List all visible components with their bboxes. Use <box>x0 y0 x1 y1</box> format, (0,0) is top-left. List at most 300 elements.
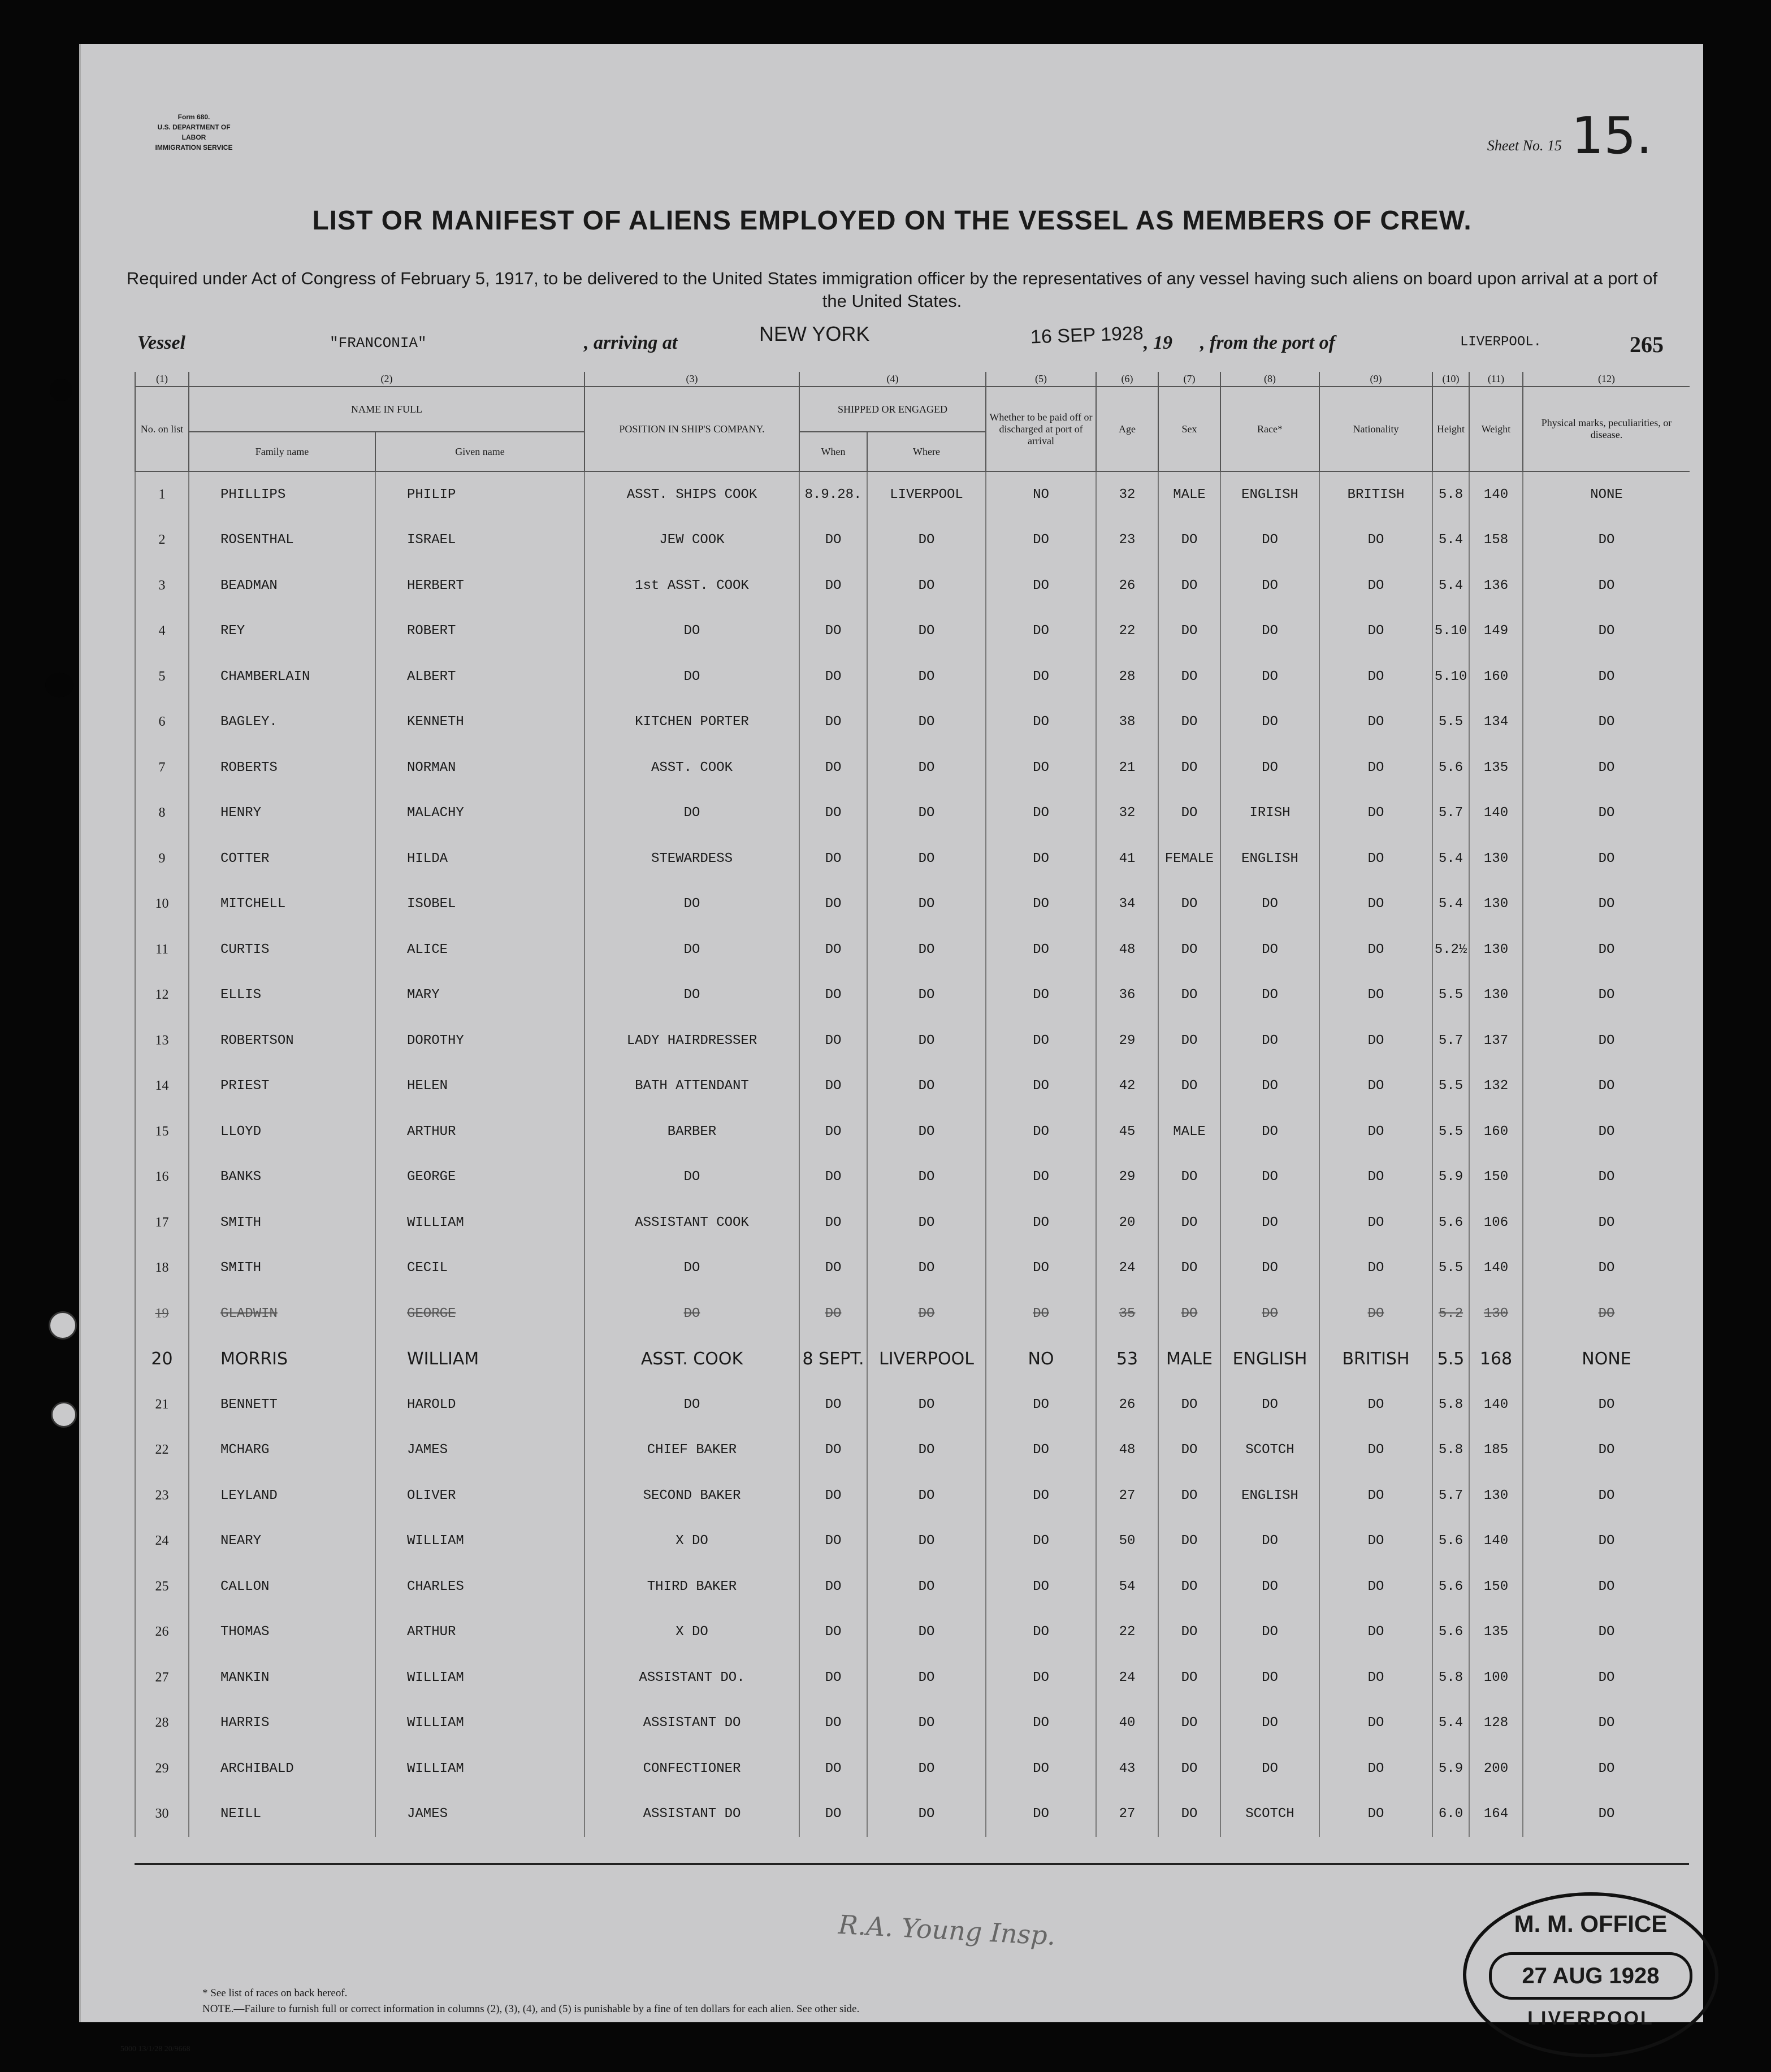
cell-weight: 150 <box>1469 1564 1523 1610</box>
cell-race: DO <box>1220 973 1319 1018</box>
col-number-3: (3) <box>584 372 799 387</box>
cell-given: MARY <box>375 973 584 1018</box>
table-row <box>135 518 1690 563</box>
vessel-line <box>137 322 1669 361</box>
cell-weight: 130 <box>1469 1473 1523 1519</box>
col-number-11: (11) <box>1469 372 1523 387</box>
cell-where: DO <box>867 1564 986 1610</box>
cell-given: WILLIAM <box>375 1337 584 1382</box>
column-group-row <box>135 387 1690 432</box>
cell-height: 5.7 <box>1432 1473 1469 1519</box>
cell-height: 5.4 <box>1432 1701 1469 1746</box>
cell-nationality: DO <box>1319 1382 1432 1428</box>
cell-when: DO <box>799 1655 867 1701</box>
crew-rows <box>135 471 1690 1837</box>
cell-when: DO <box>799 1109 867 1155</box>
cell-height: 5.5 <box>1432 1109 1469 1155</box>
table-row <box>135 791 1690 836</box>
header-given-name: Given name <box>375 432 584 471</box>
cell-age: 32 <box>1096 791 1158 836</box>
cell-family: MORRIS <box>189 1337 375 1382</box>
cell-given: CECIL <box>375 1246 584 1291</box>
cell-age: 27 <box>1096 1473 1158 1519</box>
cell-no: 10 <box>135 882 189 927</box>
cell-marks: DO <box>1523 791 1690 836</box>
cell-sex: DO <box>1158 973 1220 1018</box>
cell-no: 6 <box>135 700 189 745</box>
cell-race: SCOTCH <box>1220 1428 1319 1473</box>
cell-marks: DO <box>1523 882 1690 927</box>
table-row <box>135 1792 1690 1837</box>
cell-no: 16 <box>135 1155 189 1200</box>
sheet-number-value: 15 <box>1547 137 1562 154</box>
cell-sex: DO <box>1158 1291 1220 1337</box>
cell-given: HAROLD <box>375 1382 584 1428</box>
cell-no: 9 <box>135 836 189 882</box>
cell-position: ASST. COOK <box>584 1337 799 1382</box>
cell-nationality: DO <box>1319 1473 1432 1519</box>
col-number-6: (6) <box>1096 372 1158 387</box>
cell-where: DO <box>867 1746 986 1792</box>
cell-paid: NO <box>986 1337 1096 1382</box>
table-row <box>135 1519 1690 1564</box>
cell-height: 5.10 <box>1432 654 1469 700</box>
footnote <box>202 1986 859 2017</box>
cell-when: DO <box>799 1519 867 1564</box>
office-stamp <box>1463 1892 1718 2057</box>
col-number-8: (8) <box>1220 372 1319 387</box>
cell-nationality: DO <box>1319 1610 1432 1655</box>
cell-height: 5.4 <box>1432 836 1469 882</box>
arrival-date-stamp: 16 SEP 1928 <box>1030 322 1144 348</box>
cell-height: 5.6 <box>1432 1200 1469 1246</box>
cell-nationality: DO <box>1319 1064 1432 1109</box>
cell-marks: DO <box>1523 1291 1690 1337</box>
cell-given: HELEN <box>375 1064 584 1109</box>
cell-height: 5.6 <box>1432 745 1469 791</box>
cell-sex: FEMALE <box>1158 836 1220 882</box>
cell-when: DO <box>799 745 867 791</box>
year-label: , 19 <box>1144 332 1172 353</box>
cell-nationality: DO <box>1319 882 1432 927</box>
table-row <box>135 1382 1690 1428</box>
cell-position: DO <box>584 654 799 700</box>
cell-where: LIVERPOOL <box>867 471 986 518</box>
cell-weight: 140 <box>1469 1382 1523 1428</box>
cell-no: 7 <box>135 745 189 791</box>
cell-nationality: DO <box>1319 518 1432 563</box>
cell-position: KITCHEN PORTER <box>584 700 799 745</box>
cell-nationality: DO <box>1319 1200 1432 1246</box>
table-row <box>135 1109 1690 1155</box>
form-header <box>149 112 239 153</box>
cell-marks: DO <box>1523 1382 1690 1428</box>
table-bottom-rule <box>135 1863 1689 1865</box>
cell-marks: DO <box>1523 927 1690 973</box>
header-height: Height <box>1432 387 1469 471</box>
cell-given: JAMES <box>375 1792 584 1837</box>
cell-where: DO <box>867 1701 986 1746</box>
cell-race: DO <box>1220 1610 1319 1655</box>
footnote-races: * See list of races on back hereof. <box>202 1987 348 1999</box>
cell-when: DO <box>799 1428 867 1473</box>
cell-sex: DO <box>1158 1792 1220 1837</box>
cell-sex: DO <box>1158 654 1220 700</box>
cell-marks: DO <box>1523 1519 1690 1564</box>
cell-where: DO <box>867 1200 986 1246</box>
cell-paid: DO <box>986 1064 1096 1109</box>
cell-age: 24 <box>1096 1246 1158 1291</box>
cell-nationality: DO <box>1319 563 1432 609</box>
cell-race: DO <box>1220 1655 1319 1701</box>
table-row <box>135 1428 1690 1473</box>
cell-height: 6.0 <box>1432 1792 1469 1837</box>
cell-where: DO <box>867 1246 986 1291</box>
cell-sex: DO <box>1158 1701 1220 1746</box>
cell-age: 38 <box>1096 700 1158 745</box>
cell-no: 26 <box>135 1610 189 1655</box>
cell-age: 48 <box>1096 927 1158 973</box>
header-position: POSITION IN SHIP'S COMPANY. <box>584 387 799 471</box>
cell-nationality: DO <box>1319 1655 1432 1701</box>
cell-position: X DO <box>584 1519 799 1564</box>
cell-given: ALBERT <box>375 654 584 700</box>
header-shipped: SHIPPED OR ENGAGED <box>799 387 986 432</box>
cell-position: ASSISTANT DO <box>584 1792 799 1837</box>
cell-marks: DO <box>1523 1655 1690 1701</box>
cell-where: DO <box>867 973 986 1018</box>
cell-where: DO <box>867 927 986 973</box>
cell-when: DO <box>799 563 867 609</box>
cell-where: DO <box>867 1109 986 1155</box>
cell-nationality: DO <box>1319 1155 1432 1200</box>
cell-nationality: BRITISH <box>1319 1337 1432 1382</box>
cell-nationality: DO <box>1319 654 1432 700</box>
cell-weight: 160 <box>1469 1109 1523 1155</box>
cell-sex: DO <box>1158 791 1220 836</box>
cell-when: DO <box>799 836 867 882</box>
cell-no: 2 <box>135 518 189 563</box>
cell-nationality: DO <box>1319 1701 1432 1746</box>
cell-paid: NO <box>986 471 1096 518</box>
cell-race: DO <box>1220 745 1319 791</box>
cell-height: 5.6 <box>1432 1564 1469 1610</box>
header-age: Age <box>1096 387 1158 471</box>
table-row <box>135 1064 1690 1109</box>
department-name: U.S. DEPARTMENT OF LABOR <box>157 123 231 141</box>
list-number: 265 <box>1630 332 1664 357</box>
cell-no: 8 <box>135 791 189 836</box>
cell-weight: 164 <box>1469 1792 1523 1837</box>
cell-weight: 130 <box>1469 882 1523 927</box>
cell-no: 11 <box>135 927 189 973</box>
cell-when: DO <box>799 1746 867 1792</box>
cell-where: DO <box>867 518 986 563</box>
cell-paid: DO <box>986 1746 1096 1792</box>
cell-weight: 158 <box>1469 518 1523 563</box>
table-row <box>135 882 1690 927</box>
cell-paid: DO <box>986 609 1096 654</box>
cell-nationality: BRITISH <box>1319 471 1432 518</box>
cell-position: DO <box>584 1155 799 1200</box>
header-family-name: Family name <box>189 432 375 471</box>
service-name: IMMIGRATION SERVICE <box>155 144 233 151</box>
cell-given: ARTHUR <box>375 1109 584 1155</box>
cell-weight: 130 <box>1469 836 1523 882</box>
cell-nationality: DO <box>1319 1246 1432 1291</box>
page-title: LIST OR MANIFEST OF ALIENS EMPLOYED ON THE VESSEL AS MEMBERS OF CREW. <box>312 206 1472 236</box>
cell-paid: DO <box>986 745 1096 791</box>
cell-given: ISOBEL <box>375 882 584 927</box>
cell-marks: DO <box>1523 1473 1690 1519</box>
cell-sex: DO <box>1158 1382 1220 1428</box>
cell-position: DO <box>584 609 799 654</box>
table-row <box>135 1655 1690 1701</box>
cell-position: DO <box>584 882 799 927</box>
cell-race: DO <box>1220 1109 1319 1155</box>
cell-sex: DO <box>1158 609 1220 654</box>
cell-height: 5.4 <box>1432 882 1469 927</box>
cell-where: DO <box>867 745 986 791</box>
cell-marks: DO <box>1523 1246 1690 1291</box>
cell-race: DO <box>1220 1155 1319 1200</box>
col-number-9: (9) <box>1319 372 1432 387</box>
table-row <box>135 563 1690 609</box>
footnote-note: NOTE.—Failure to furnish full or correct information in columns (2), (3), (4), and (5) is punishable by a fine of ten dollars for each alien. See other side. <box>202 2003 860 2015</box>
print-code: 5000 13/1/28 20/9668 <box>120 2045 190 2053</box>
cell-family: LLOYD <box>189 1109 375 1155</box>
cell-age: 24 <box>1096 1655 1158 1701</box>
cell-marks: DO <box>1523 1064 1690 1109</box>
cell-sex: DO <box>1158 1018 1220 1064</box>
sheet-number <box>1487 137 1562 154</box>
header-race: Race* <box>1220 387 1319 471</box>
cell-no: 28 <box>135 1701 189 1746</box>
cell-paid: DO <box>986 1701 1096 1746</box>
cell-race: DO <box>1220 1291 1319 1337</box>
cell-when: DO <box>799 1382 867 1428</box>
vessel-label: Vessel <box>137 332 185 353</box>
cell-race: DO <box>1220 882 1319 927</box>
cell-position: THIRD BAKER <box>584 1564 799 1610</box>
cell-position: BATH ATTENDANT <box>584 1064 799 1109</box>
cell-no: 12 <box>135 973 189 1018</box>
cell-given: ALICE <box>375 927 584 973</box>
cell-weight: 160 <box>1469 654 1523 700</box>
cell-age: 53 <box>1096 1337 1158 1382</box>
cell-height: 5.10 <box>1432 609 1469 654</box>
cell-marks: DO <box>1523 1428 1690 1473</box>
header-paid-off: Whether to be paid off or discharged at port of arrival <box>986 387 1096 471</box>
cell-no: 21 <box>135 1382 189 1428</box>
cell-position: STEWARDESS <box>584 836 799 882</box>
cell-nationality: DO <box>1319 927 1432 973</box>
cell-when: DO <box>799 700 867 745</box>
cell-age: 34 <box>1096 882 1158 927</box>
cell-weight: 134 <box>1469 700 1523 745</box>
table-row <box>135 1610 1690 1655</box>
cell-age: 22 <box>1096 1610 1158 1655</box>
stamp-office: M. M. OFFICE <box>1514 1910 1668 1937</box>
cell-where: DO <box>867 1473 986 1519</box>
cell-paid: DO <box>986 518 1096 563</box>
cell-no: 18 <box>135 1246 189 1291</box>
cell-height: 5.4 <box>1432 563 1469 609</box>
cell-position: CONFECTIONER <box>584 1746 799 1792</box>
cell-marks: DO <box>1523 1109 1690 1155</box>
cell-weight: 106 <box>1469 1200 1523 1246</box>
cell-paid: DO <box>986 563 1096 609</box>
cell-family: BAGLEY. <box>189 700 375 745</box>
sheet-number-handwritten: 15. <box>1571 106 1652 166</box>
cell-race: DO <box>1220 1519 1319 1564</box>
arrival-port: NEW YORK <box>759 322 870 345</box>
cell-race: DO <box>1220 1018 1319 1064</box>
cell-marks: DO <box>1523 836 1690 882</box>
cell-age: 20 <box>1096 1200 1158 1246</box>
cell-race: DO <box>1220 1746 1319 1792</box>
header-weight: Weight <box>1469 387 1523 471</box>
cell-marks: DO <box>1523 745 1690 791</box>
cell-given: ARTHUR <box>375 1610 584 1655</box>
cell-age: 42 <box>1096 1064 1158 1109</box>
cell-family: ROSENTHAL <box>189 518 375 563</box>
cell-given: KENNETH <box>375 700 584 745</box>
cell-paid: DO <box>986 1291 1096 1337</box>
cell-no: 24 <box>135 1519 189 1564</box>
cell-paid: DO <box>986 1519 1096 1564</box>
cell-where: DO <box>867 609 986 654</box>
cell-where: DO <box>867 882 986 927</box>
cell-marks: DO <box>1523 700 1690 745</box>
cell-family: NEARY <box>189 1519 375 1564</box>
cell-age: 29 <box>1096 1018 1158 1064</box>
cell-sex: DO <box>1158 882 1220 927</box>
cell-weight: 136 <box>1469 563 1523 609</box>
cell-age: 41 <box>1096 836 1158 882</box>
cell-no: 15 <box>135 1109 189 1155</box>
cell-family: PHILLIPS <box>189 471 375 518</box>
cell-race: DO <box>1220 1246 1319 1291</box>
cell-weight: 168 <box>1469 1337 1523 1382</box>
cell-height: 5.2½ <box>1432 927 1469 973</box>
cell-where: DO <box>867 1018 986 1064</box>
cell-position: DO <box>584 1291 799 1337</box>
cell-no: 13 <box>135 1018 189 1064</box>
cell-nationality: DO <box>1319 836 1432 882</box>
punch-hole <box>49 1311 77 1340</box>
crew-table <box>135 372 1690 1837</box>
table-row <box>135 1155 1690 1200</box>
cell-when: DO <box>799 1564 867 1610</box>
cell-weight: 130 <box>1469 927 1523 973</box>
cell-nationality: DO <box>1319 1109 1432 1155</box>
cell-paid: DO <box>986 927 1096 973</box>
cell-given: NORMAN <box>375 745 584 791</box>
cell-nationality: DO <box>1319 745 1432 791</box>
cell-family: PRIEST <box>189 1064 375 1109</box>
cell-race: DO <box>1220 1382 1319 1428</box>
cell-nationality: DO <box>1319 1428 1432 1473</box>
cell-age: 26 <box>1096 563 1158 609</box>
cell-where: DO <box>867 1382 986 1428</box>
cell-sex: DO <box>1158 1564 1220 1610</box>
cell-race: DO <box>1220 1200 1319 1246</box>
cell-family: MANKIN <box>189 1655 375 1701</box>
cell-family: ELLIS <box>189 973 375 1018</box>
cell-marks: DO <box>1523 1564 1690 1610</box>
cell-marks: DO <box>1523 563 1690 609</box>
cell-marks: DO <box>1523 973 1690 1018</box>
cell-position: DO <box>584 1382 799 1428</box>
cell-height: 5.5 <box>1432 973 1469 1018</box>
cell-age: 27 <box>1096 1792 1158 1837</box>
table-row <box>135 700 1690 745</box>
cell-family: ARCHIBALD <box>189 1746 375 1792</box>
table-row <box>135 1291 1690 1337</box>
cell-family: GLADWIN <box>189 1291 375 1337</box>
cell-given: MALACHY <box>375 791 584 836</box>
table-row <box>135 1337 1690 1382</box>
table-row <box>135 471 1690 518</box>
form-number: Form 680. <box>177 113 210 121</box>
cell-no: 20 <box>135 1337 189 1382</box>
cell-marks: DO <box>1523 1155 1690 1200</box>
cell-race: DO <box>1220 563 1319 609</box>
header-no-on-list: No. on list <box>135 387 189 471</box>
cell-paid: DO <box>986 1155 1096 1200</box>
cell-paid: DO <box>986 791 1096 836</box>
cell-race: DO <box>1220 609 1319 654</box>
table-row <box>135 1746 1690 1792</box>
cell-when: DO <box>799 1473 867 1519</box>
cell-no: 27 <box>135 1655 189 1701</box>
cell-age: 28 <box>1096 654 1158 700</box>
cell-height: 5.5 <box>1432 1064 1469 1109</box>
page-subtitle: Required under Act of Congress of February 5, 1917, to be delivered to the United States immigration officer by the representatives of any vessel having such aliens on board upon arrival at a port of the United States. <box>126 268 1658 311</box>
cell-weight: 128 <box>1469 1701 1523 1746</box>
cell-age: 43 <box>1096 1746 1158 1792</box>
cell-nationality: DO <box>1319 1564 1432 1610</box>
cell-nationality: DO <box>1319 973 1432 1018</box>
header-nationality: Nationality <box>1319 387 1432 471</box>
cell-weight: 135 <box>1469 1610 1523 1655</box>
cell-race: DO <box>1220 927 1319 973</box>
cell-no: 23 <box>135 1473 189 1519</box>
cell-family: REY <box>189 609 375 654</box>
cell-given: WILLIAM <box>375 1701 584 1746</box>
cell-when: DO <box>799 882 867 927</box>
cell-height: 5.4 <box>1432 518 1469 563</box>
col-number-2: (2) <box>189 372 584 387</box>
header-when: When <box>799 432 867 471</box>
cell-height: 5.9 <box>1432 1155 1469 1200</box>
cell-sex: DO <box>1158 1155 1220 1200</box>
punch-hole <box>51 1402 77 1428</box>
cell-position: 1st ASST. COOK <box>584 563 799 609</box>
cell-nationality: DO <box>1319 791 1432 836</box>
cell-where: DO <box>867 654 986 700</box>
cell-where: DO <box>867 1428 986 1473</box>
cell-paid: DO <box>986 1564 1096 1610</box>
cell-position: DO <box>584 927 799 973</box>
header-sex: Sex <box>1158 387 1220 471</box>
cell-race: ENGLISH <box>1220 471 1319 518</box>
cell-position: ASST. COOK <box>584 745 799 791</box>
cell-sex: DO <box>1158 1746 1220 1792</box>
cell-race: DO <box>1220 654 1319 700</box>
cell-family: BENNETT <box>189 1382 375 1428</box>
